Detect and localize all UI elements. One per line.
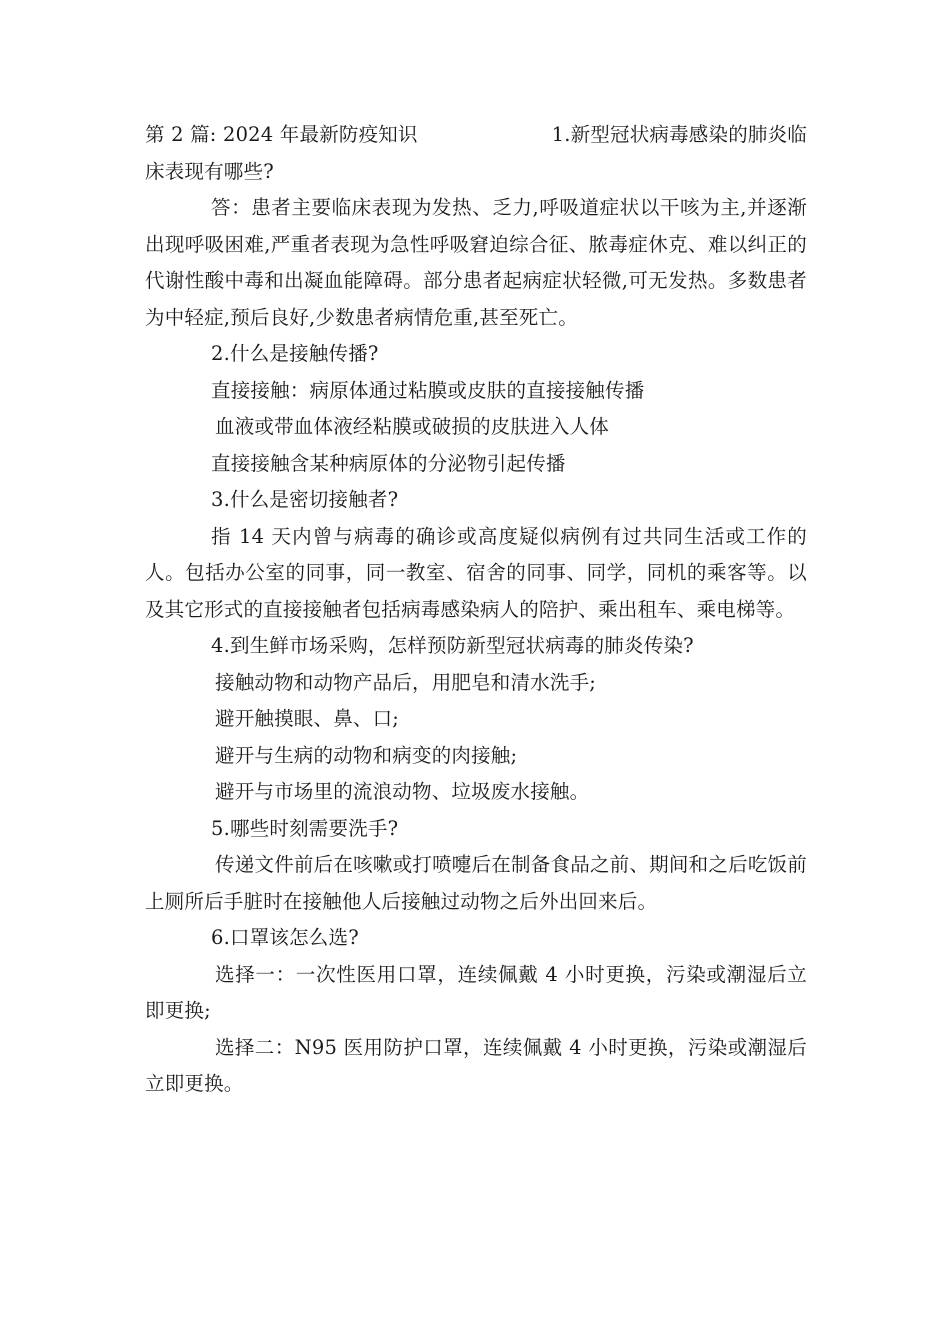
- answer-1-paragraph: 答：患者主要临床表现为发热、乏力,呼吸道症状以干咳为主,并逐渐出现呼吸困难,严重者表现为急性呼吸窘迫综合征、脓毒症休克、难以纠正的代谢性酸中毒和出凝血能障碍。部分患者起病症状轻微,可无发热。多数患者为中轻症,预后良好,少数患者病情危重,甚至死亡。: [145, 196, 807, 329]
- question-3-heading: 3.什么是密切接触者?: [211, 488, 399, 511]
- answer-2-line-3: 直接接触含某种病原体的分泌物引起传播: [211, 451, 566, 475]
- document-body: [145, 117, 807, 1103]
- question-5-heading: 5.哪些时刻需要洗手?: [211, 816, 399, 840]
- question-1-start: 1.新型冠状病毒感染的肺炎临: [551, 123, 807, 146]
- question-1-continued: 床表现有哪些?: [145, 159, 274, 183]
- document-title: 第 2 篇: 2024 年最新防疫知识: [145, 123, 418, 146]
- answer-6-option-1: 选择一：一次性医用口罩，连续佩戴 4 小时更换，污染或潮湿后立即更换;: [145, 962, 807, 1022]
- answer-4-item-1: 接触动物和动物产品后，用肥皂和清水洗手;: [215, 670, 597, 694]
- answer-6-option-2: 选择二：N95 医用防护口罩，连续佩戴 4 小时更换，污染或潮湿后立即更换。: [145, 1035, 807, 1095]
- answer-2-line-2: 血液或带血体液经粘膜或破损的皮肤进入人体: [215, 415, 610, 438]
- answer-4-item-2: 避开触摸眼、鼻、口;: [215, 707, 400, 730]
- question-4-heading: 4.到生鲜市场采购，怎样预防新型冠状病毒的肺炎传染?: [211, 634, 694, 657]
- answer-2-line-1: 直接接触：病原体通过粘膜或皮肤的直接接触传播: [211, 378, 645, 402]
- question-2-heading: 2.什么是接触传播?: [211, 342, 379, 365]
- answer-4-item-4: 避开与市场里的流浪动物、垃圾废水接触。: [215, 780, 590, 803]
- answer-5-paragraph: 传递文件前后在咳嗽或打喷嚏后在制备食品之前、期间和之后吃饭前上厕所后手脏时在接触他人后接触过动物之后外出回来后。: [145, 853, 807, 913]
- answer-4-item-3: 避开与生病的动物和病变的肉接触;: [215, 743, 518, 767]
- question-6-heading: 6.口罩该怎么选?: [211, 926, 359, 949]
- heading-line: [145, 117, 807, 154]
- answer-3-paragraph: 指 14 天内曾与病毒的确诊或高度疑似病例有过共同生活或工作的人。包括办公室的同事，同一教室、宿舍的同事、同学，同机的乘客等。以及其它形式的直接接触者包括病毒感染病人的陪护、乘出租车、乘电梯等。: [145, 524, 807, 621]
